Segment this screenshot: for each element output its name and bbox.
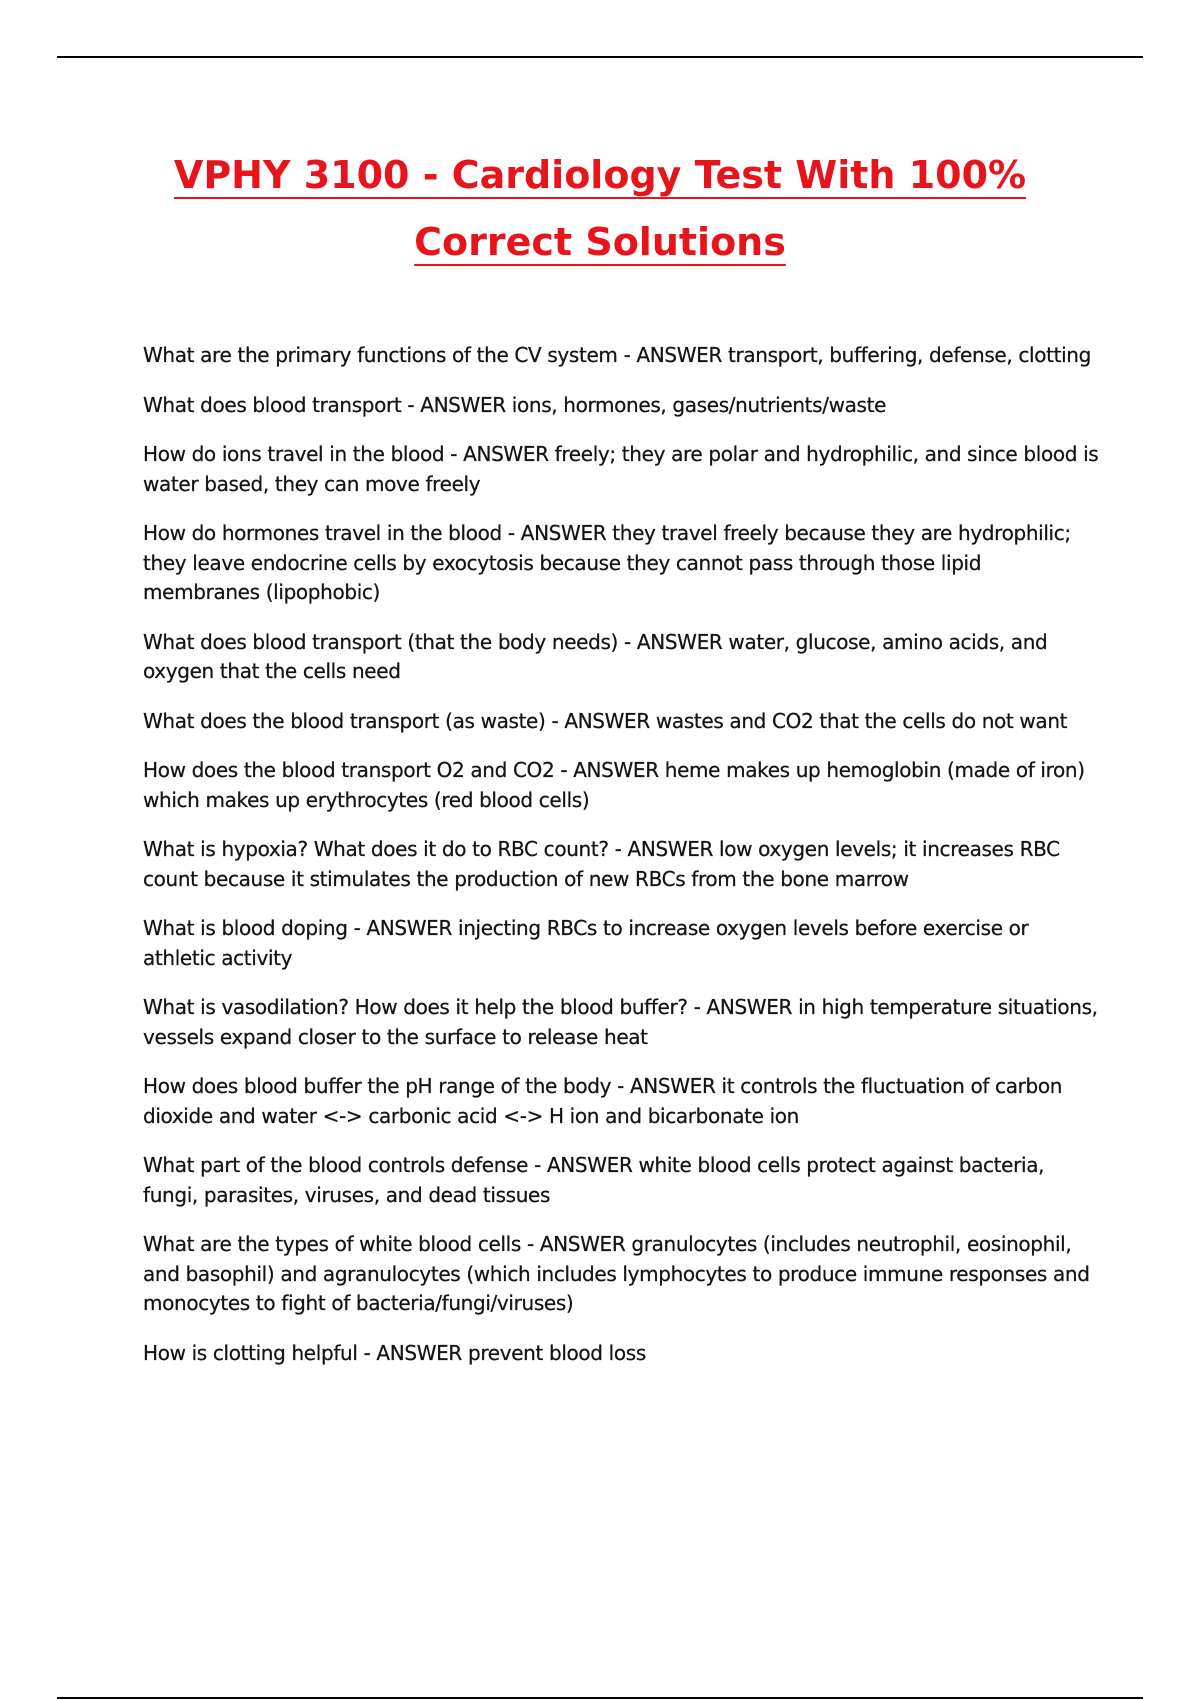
- qa-item: How does blood buffer the pH range of the body - ANSWER it controls the fluctuation of carbon dioxide and water <-> carbonic acid <-> H ion and bicarbonate ion: [143, 1074, 1063, 1128]
- qa-item: What are the types of white blood cells - ANSWER granulocytes (includes neutrophil, eosinophil, and basophil) and agranulocytes (which includes lymphocytes to produce immune responses and monocytes to fight of bacteria/fungi/viruses): [143, 1232, 1090, 1315]
- qa-item: How is clotting helpful - ANSWER prevent blood loss: [143, 1340, 646, 1365]
- qa-item: How do hormones travel in the blood - ANSWER they travel freely because they are hydrophilic; they leave endocrine cells by exocytosis because they cannot pass through those lipid membranes (lipophobic): [143, 521, 1071, 604]
- document-title: [60, 142, 1140, 276]
- qa-item: What part of the blood controls defense - ANSWER white blood cells protect against bacteria, fungi, parasites, viruses, and dead tissues: [143, 1153, 1045, 1207]
- qa-item: What is hypoxia? What does it do to RBC count? - ANSWER low oxygen levels; it increases RBC count because it stimulates the production of new RBCs from the bone marrow: [143, 837, 1060, 891]
- qa-item: How do ions travel in the blood - ANSWER freely; they are polar and hydrophilic, and since blood is water based, they can move freely: [143, 442, 1099, 496]
- title-line-2: Correct Solutions: [414, 220, 786, 264]
- qa-list: [143, 341, 1103, 1388]
- qa-item: How does the blood transport O2 and CO2 - ANSWER heme makes up hemoglobin (made of iron) which makes up erythrocytes (red blood cells): [143, 758, 1085, 812]
- qa-item: What does the blood transport (as waste) - ANSWER wastes and CO2 that the cells do not want: [143, 708, 1068, 733]
- qa-item: What are the primary functions of the CV system - ANSWER transport, buffering, defense, clotting: [143, 343, 1091, 367]
- qa-item: What is vasodilation? How does it help the blood buffer? - ANSWER in high temperature situations, vessels expand closer to the surface to release heat: [143, 995, 1098, 1049]
- qa-item: What does blood transport (that the body needs) - ANSWER water, glucose, amino acids, and oxygen that the cells need: [143, 629, 1048, 683]
- bottom-rule: [57, 1697, 1143, 1699]
- qa-item: What is blood doping - ANSWER injecting RBCs to increase oxygen levels before exercise or athletic activity: [143, 916, 1029, 970]
- title-line-1: VPHY 3100 - Cardiology Test With 100%: [173, 153, 1027, 197]
- qa-item: What does blood transport - ANSWER ions, hormones, gases/nutrients/waste: [143, 392, 887, 417]
- top-rule: [57, 56, 1143, 58]
